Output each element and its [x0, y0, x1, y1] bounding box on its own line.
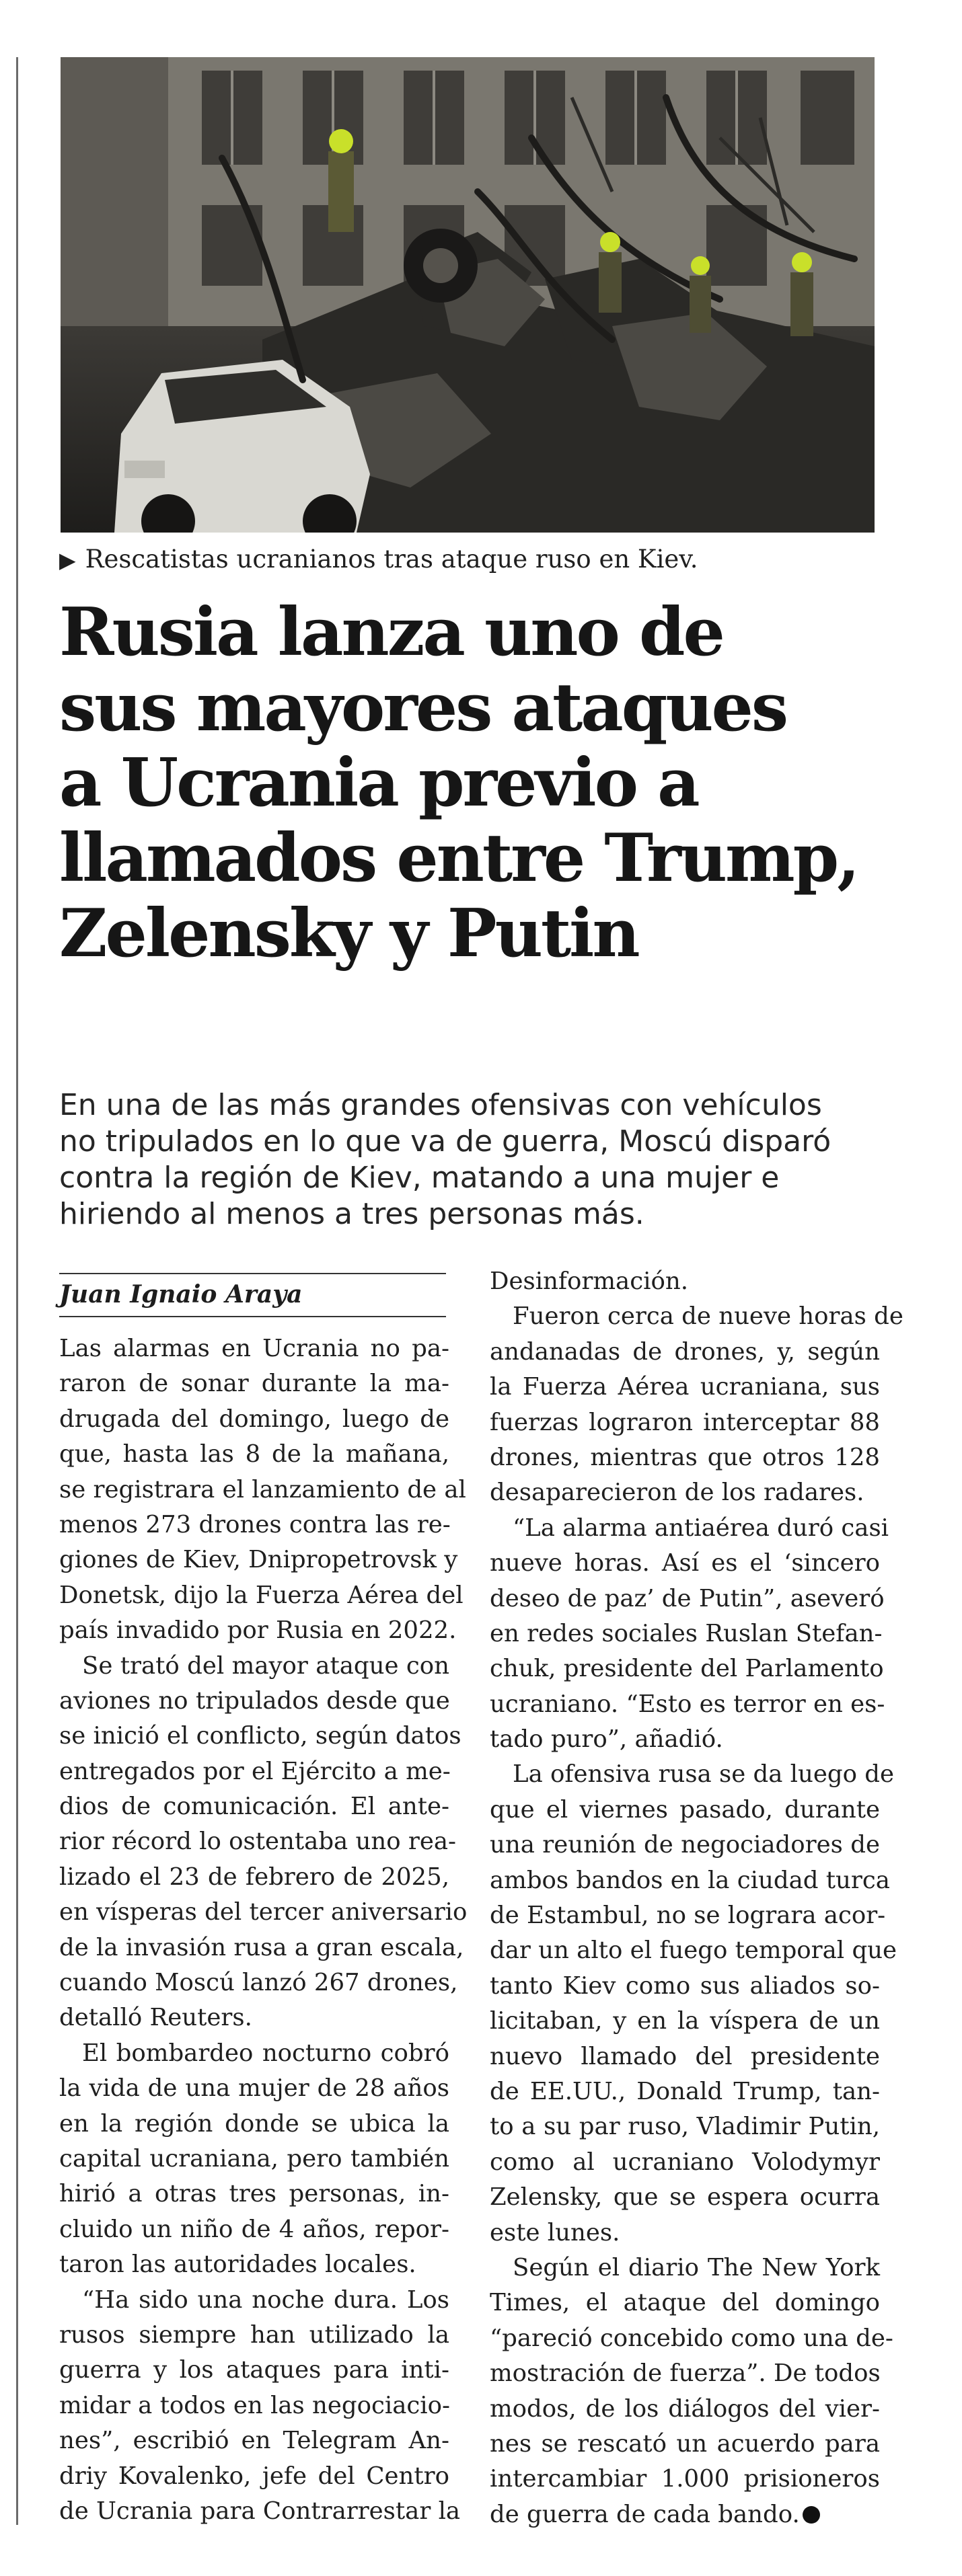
column-line-text: tado puro”, añadió. [490, 1725, 723, 1754]
column-line-text: nueve horas. Así es el ‘sincero [490, 1549, 880, 1577]
column-line-text: driy Kovalenko, jefe del Centro [59, 2462, 449, 2490]
column-line-text: nuevo llamado del presidente [490, 2042, 880, 2070]
column-line-text: de Ucrania para Contrarrestar la [59, 2497, 461, 2525]
lead-line: En una de las más grandes ofensivas con vehículos [59, 1088, 822, 1122]
column-line [490, 2427, 880, 2462]
column-line [490, 1651, 884, 1686]
column-line [490, 1582, 885, 1616]
column-line-text: modos, de los diálogos del vier- [490, 2394, 880, 2423]
column-line-text: cluido un niño de 4 años, repor- [59, 2215, 449, 2243]
column-line [59, 1473, 466, 1508]
column-line-text: drugada del domingo, luego de [59, 1405, 449, 1433]
column-line-text: ambos bandos en la ciudad turca [490, 1866, 890, 1894]
column-line-text: de EE.UU., Donald Trump, tan- [490, 2077, 880, 2105]
column-line [59, 1613, 457, 1648]
column-line [490, 1969, 880, 2004]
column-line [59, 1965, 458, 2000]
column-line-text: lizado el 23 de febrero de 2025, [59, 1863, 449, 1891]
page-left-rule [16, 57, 18, 2525]
column-line [490, 1898, 886, 1933]
column-line-text: que el viernes pasado, durante [490, 1795, 880, 1824]
column-line [490, 2497, 880, 2532]
column-line-text: Según el diario The New York [513, 2253, 880, 2281]
column-line [59, 2036, 449, 2071]
column-line-text: “Ha sido una noche dura. Los [82, 2286, 449, 2314]
article-headline [59, 595, 927, 972]
column-line [490, 2462, 880, 2497]
column-line [490, 2039, 880, 2074]
column-line-text: entregados por el Ejército a me- [59, 1757, 451, 1785]
column-line-text: tanto Kiev como sus aliados so- [490, 1972, 880, 2000]
lead-line: contra la región de Kiev, matando a una mujer e [59, 1161, 780, 1195]
column-line [59, 1684, 449, 1719]
column-line [59, 1754, 449, 1789]
column-line-text: la vida de una mujer de 28 años [59, 2074, 449, 2103]
column-line [59, 1366, 449, 1401]
article-column-2 [490, 1264, 903, 2532]
column-line [490, 1370, 880, 1405]
column-line-text: taron las autoridades locales. [59, 2251, 416, 2279]
column-line-text: “pareció concebido como una de- [490, 2324, 893, 2352]
column-line [490, 1299, 903, 1334]
column-line [59, 2318, 449, 2353]
column-line-text: aviones no tripulados desde que [59, 1686, 450, 1715]
column-line-text: midar a todos en las negociacio- [59, 2391, 451, 2419]
headline-line: llamados entre Trump, [59, 820, 858, 897]
end-of-article-icon [803, 2506, 820, 2524]
lead-line: no tripulados en lo que va de guerra, Moscú disparó [59, 1124, 831, 1159]
column-line-text: Desinformación. [490, 1267, 688, 1295]
column-line-text: la Fuerza Aérea ucraniana, sus [490, 1373, 880, 1401]
column-line [490, 2251, 880, 2286]
column-line-text: mostración de fuerza”. De todos [490, 2359, 881, 2388]
column-line [490, 1863, 890, 1898]
column-line-text: en redes sociales Ruslan Stefan- [490, 1619, 883, 1647]
column-line-text: rior récord lo ostentaba uno rea- [59, 1828, 457, 1856]
column-line [59, 2107, 449, 2142]
column-line-text: Las alarmas en Ucrania no pa- [59, 1335, 449, 1362]
column-line [59, 1895, 468, 1930]
column-line-text: nes se rescató un acuerdo para [490, 2429, 880, 2458]
column-line [490, 1335, 880, 1370]
column-line-text: El bombardeo nocturno cobró [82, 2039, 449, 2067]
column-line-text: ucraniano. “Esto es terror en es- [490, 1690, 885, 1718]
column-line [59, 1508, 449, 1543]
column-line-text: giones de Kiev, Dnipropetrovsk y [59, 1546, 458, 1574]
column-line-text: Donetsk, dijo la Fuerza Aérea del [59, 1581, 464, 1609]
column-line-text: deseo de paz’ de Putin”, aseveró [490, 1584, 885, 1612]
column-line [59, 1331, 449, 1366]
column-line [59, 1789, 449, 1824]
column-line [59, 1543, 458, 1577]
column-line-text: cuando Moscú lanzó 267 drones, [59, 1969, 458, 1997]
column-line [490, 2074, 880, 2109]
column-line [490, 1440, 880, 1475]
headline-line: Zelensky y Putin [59, 895, 638, 972]
column-line [59, 2459, 449, 2494]
byline-box [59, 1273, 446, 1317]
column-line [59, 2071, 449, 2106]
column-line-text: drones, mientras que otros 128 [490, 1443, 880, 1471]
column-line-text: chuk, presidente del Parlamento [490, 1655, 884, 1683]
column-line-text: Fueron cerca de nueve horas de [513, 1302, 903, 1331]
column-line-text: fuerzas lograron interceptar 88 [490, 1408, 880, 1436]
column-line-text: se inició el conflicto, según datos [59, 1722, 461, 1750]
column-line-text: andanadas de drones, y, según [490, 1337, 880, 1366]
photo-caption [59, 543, 880, 576]
column-line [490, 1264, 880, 1299]
column-line-text: nes”, escribió en Telegram An- [59, 2427, 449, 2455]
column-line-text: “La alarma antiaérea duró casi [513, 1514, 889, 1542]
column-line [490, 2109, 880, 2144]
column-line [59, 1402, 449, 1437]
headline-line: a Ucrania previo a [59, 744, 698, 822]
column-line-text: intercambiar 1.000 prisioneros [490, 2465, 880, 2493]
column-line-text: de guerra de cada bando. [490, 2500, 800, 2528]
column-line-text: licitaban, y en la víspera de un [490, 2007, 880, 2035]
column-line [59, 1649, 449, 1684]
column-line-text: en la región donde se ubica la [59, 2109, 449, 2138]
column-line [59, 2353, 449, 2388]
column-line [59, 2388, 449, 2423]
column-line-text: de Estambul, no se lograra acor- [490, 1902, 886, 1930]
headline-line: sus mayores ataques [59, 669, 787, 746]
column-line [59, 2000, 449, 2035]
column-line [490, 2392, 880, 2427]
article-lead [59, 1087, 934, 1233]
rubble-photo-icon [61, 57, 875, 533]
column-line-text: que, hasta las 8 de la mañana, [59, 1440, 449, 1469]
column-line-text: hirió a otras tres personas, in- [59, 2180, 449, 2208]
column-line [490, 2145, 880, 2180]
column-line [59, 1437, 449, 1472]
column-line [59, 2247, 449, 2282]
column-line-text: este lunes. [490, 2218, 620, 2247]
column-line [490, 1828, 880, 1863]
column-line-text: guerra y los ataques para inti- [59, 2356, 449, 2384]
column-line-text: Zelensky, que se espera ocurra [490, 2183, 880, 2212]
column-line-text: raron de sonar durante la ma- [59, 1370, 449, 1398]
column-line [490, 1687, 885, 1722]
column-line-text: capital ucraniana, pero también [59, 2144, 449, 2173]
column-line [59, 2212, 449, 2247]
column-line [490, 1405, 880, 1440]
column-line [59, 1860, 449, 1895]
column-line-text: en vísperas del tercer aniversario [59, 1898, 468, 1926]
column-line [59, 1824, 457, 1859]
column-line-text: país invadido por Rusia en 2022. [59, 1616, 457, 1645]
column-line [490, 1616, 883, 1651]
column-line [490, 1546, 880, 1581]
column-line-text: to a su par ruso, Vladimir Putin, [490, 2113, 880, 2141]
column-line-text: detalló Reuters. [59, 2004, 252, 2032]
column-line [59, 2177, 449, 2212]
column-line [59, 2283, 449, 2318]
caption-marker-icon: ▶ [59, 547, 76, 573]
column-line [490, 2286, 880, 2320]
column-line-text: dar un alto el fuego temporal que [490, 1937, 897, 1965]
column-line [490, 2321, 893, 2356]
column-line [490, 2216, 880, 2251]
column-line [59, 1719, 461, 1754]
column-line [490, 1475, 880, 1510]
column-line [490, 2004, 880, 2039]
column-line-text: dios de comunicación. El ante- [59, 1793, 449, 1821]
caption-text: Rescatistas ucranianos tras ataque ruso en Kiev. [85, 545, 698, 574]
author-byline: Juan Ignaio Araya [59, 1280, 303, 1309]
column-line-text: Times, el ataque del domingo [490, 2289, 880, 2317]
column-line-text: La ofensiva rusa se da luego de [513, 1760, 895, 1789]
column-line [490, 1511, 889, 1546]
column-line-text: de la invasión rusa a gran escala, [59, 1933, 464, 1961]
column-line-text: como al ucraniano Volodymyr [490, 2148, 880, 2176]
article-column-1 [59, 1331, 468, 2529]
column-line [490, 1793, 880, 1828]
column-line-text: se registrara el lanzamiento de al [59, 1475, 466, 1504]
column-line [59, 1930, 464, 1965]
column-line-text: una reunión de negociadores de [490, 1831, 880, 1859]
column-line [490, 1757, 895, 1792]
column-line-text: rusos siempre han utilizado la [59, 2320, 449, 2349]
column-line [59, 1578, 464, 1613]
headline-line: Rusia lanza uno de [59, 594, 723, 671]
column-line [59, 2423, 449, 2458]
column-line [490, 1722, 880, 1757]
column-line [59, 2142, 449, 2177]
column-line-text: desaparecieron de los radares. [490, 1479, 864, 1507]
column-line [490, 2356, 880, 2391]
column-line [490, 2180, 880, 2215]
article-photo [61, 57, 875, 533]
column-line-text: menos 273 drones contra las re- [59, 1510, 451, 1538]
lead-line: hiriendo al menos a tres personas más. [59, 1197, 644, 1231]
column-line [490, 1933, 897, 1968]
column-line-text: Se trató del mayor ataque con [82, 1651, 449, 1680]
column-line [59, 2494, 461, 2529]
